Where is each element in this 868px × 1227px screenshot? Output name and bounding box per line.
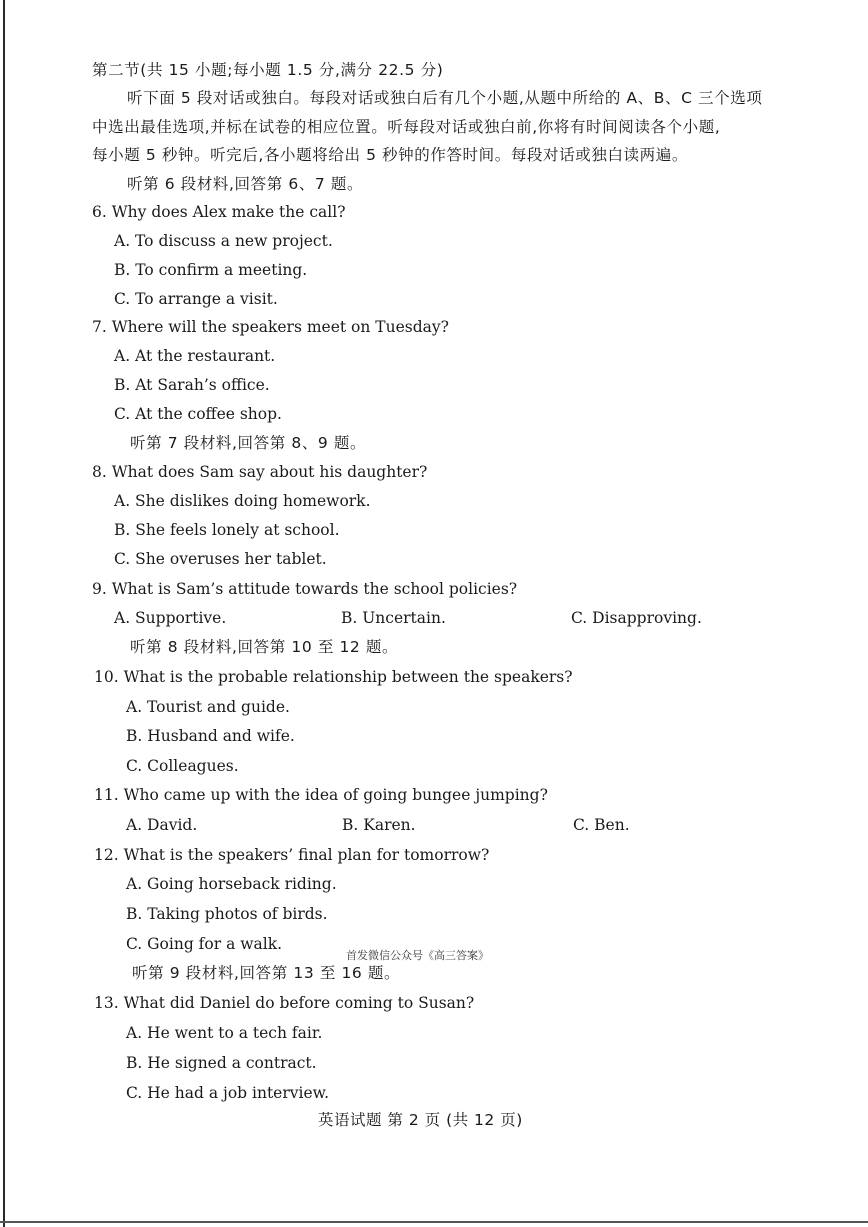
question-6-option-c: C. To arrange a visit. (114, 290, 278, 308)
question-9-option-c: C. Disapproving. (571, 609, 702, 627)
question-13-stem: 13. What did Daniel do before coming to Susan? (94, 994, 475, 1012)
question-9-stem: 9. What is Sam’s attitude towards the school policies? (92, 580, 518, 598)
question-13-option-b: B. He signed a contract. (126, 1054, 317, 1072)
question-10-option-a: A. Tourist and guide. (126, 698, 290, 716)
question-11-option-a: A. David. (126, 816, 198, 834)
question-7-stem: 7. Where will the speakers meet on Tuesday? (92, 318, 449, 336)
question-10-stem: 10. What is the probable relationship between the speakers? (94, 668, 573, 686)
question-9-option-a: A. Supportive. (114, 609, 227, 627)
question-7-option-c: C. At the coffee shop. (114, 405, 282, 423)
instruction-line-2: 中选出最佳选项,并标在试卷的相应位置。听每段对话或独白前,你将有时间阅读各个小题, (92, 118, 721, 136)
instruction-line-3: 每小题 5 秒钟。听完后,各小题将给出 5 秒钟的作答时间。每段对话或独白读两遍。 (92, 146, 688, 164)
question-8-stem: 8. What does Sam say about his daughter? (92, 463, 428, 481)
instruction-line-1: 听下面 5 段对话或独白。每段对话或独白后有几个小题,从题中所给的 A、B、C 三个选项 (127, 89, 763, 107)
question-11-stem: 11. Who came up with the idea of going bungee jumping? (94, 786, 548, 804)
question-12-option-a: A. Going horseback riding. (126, 875, 337, 893)
question-9-option-b: B. Uncertain. (341, 609, 446, 627)
scan-border-bottom (0, 1221, 868, 1223)
question-7-option-a: A. At the restaurant. (114, 347, 276, 365)
watermark-text: 首发微信公众号《高三答案》 (346, 949, 489, 962)
material-6-instruction: 听第 6 段材料,回答第 6、7 题。 (127, 175, 364, 193)
question-6-option-a: A. To discuss a new project. (114, 232, 333, 250)
question-13-option-c: C. He had a job interview. (126, 1084, 329, 1102)
question-8-option-a: A. She dislikes doing homework. (114, 492, 371, 510)
question-6-option-b: B. To confirm a meeting. (114, 261, 308, 279)
question-11-option-c: C. Ben. (573, 816, 630, 834)
question-6-stem: 6. Why does Alex make the call? (92, 203, 346, 221)
material-8-instruction: 听第 8 段材料,回答第 10 至 12 题。 (130, 638, 399, 656)
question-8-option-b: B. She feels lonely at school. (114, 521, 340, 539)
question-12-option-b: B. Taking photos of birds. (126, 905, 328, 923)
question-12-stem: 12. What is the speakers’ final plan for tomorrow? (94, 846, 490, 864)
question-7-option-b: B. At Sarah’s office. (114, 376, 270, 394)
scan-border-left (3, 0, 5, 1227)
question-10-option-c: C. Colleagues. (126, 757, 239, 775)
page-footer: 英语试题 第 2 页 (共 12 页) (318, 1111, 523, 1129)
question-10-option-b: B. Husband and wife. (126, 727, 295, 745)
question-11-option-b: B. Karen. (342, 816, 416, 834)
question-13-option-a: A. He went to a tech fair. (126, 1024, 323, 1042)
question-8-option-c: C. She overuses her tablet. (114, 550, 327, 568)
section-heading: 第二节(共 15 小题;每小题 1.5 分,满分 22.5 分) (92, 61, 444, 79)
question-12-option-c: C. Going for a walk. (126, 935, 283, 953)
material-9-instruction: 听第 9 段材料,回答第 13 至 16 题。 (132, 964, 401, 982)
material-7-instruction: 听第 7 段材料,回答第 8、9 题。 (130, 434, 367, 452)
